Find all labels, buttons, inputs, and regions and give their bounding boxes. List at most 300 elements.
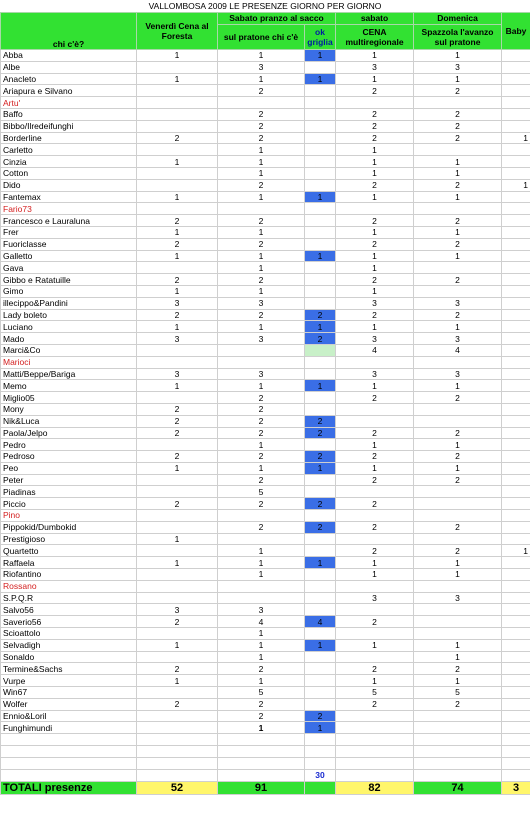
cell-domenica[interactable]: 2: [414, 545, 502, 557]
cell-ok[interactable]: [305, 734, 336, 746]
cell-sabato[interactable]: 1: [218, 380, 305, 392]
cell-venerdi[interactable]: 2: [137, 451, 218, 463]
cell-baby[interactable]: [502, 50, 530, 62]
cell-ok-griglia[interactable]: 2: [305, 309, 336, 321]
cell-domenica[interactable]: [414, 415, 502, 427]
cell-name[interactable]: Salvo56: [1, 604, 137, 616]
cell-baby[interactable]: [502, 285, 530, 297]
cell-name[interactable]: Funghimundi: [1, 722, 137, 734]
cell-ok-griglia[interactable]: 2: [305, 710, 336, 722]
cell-domenica[interactable]: 1: [414, 557, 502, 569]
cell-baby[interactable]: [502, 144, 530, 156]
cell-venerdi[interactable]: [137, 179, 218, 191]
cell-sabato[interactable]: 2: [218, 85, 305, 97]
cell-venerdi[interactable]: 1: [137, 675, 218, 687]
cell-venerdi[interactable]: [137, 722, 218, 734]
cell-domenica[interactable]: [414, 769, 502, 781]
cell-baby[interactable]: [502, 415, 530, 427]
cell-sabato[interactable]: 1: [218, 545, 305, 557]
cell-sabato[interactable]: 1: [218, 439, 305, 451]
cell-cena[interactable]: 2: [336, 132, 414, 144]
cell-domenica[interactable]: 1: [414, 651, 502, 663]
cell-venerdi[interactable]: 1: [137, 226, 218, 238]
cell-domenica[interactable]: 2: [414, 132, 502, 144]
cell-baby[interactable]: [502, 226, 530, 238]
cell-domenica[interactable]: 1: [414, 462, 502, 474]
cell-baby[interactable]: [502, 651, 530, 663]
cell-domenica[interactable]: 2: [414, 274, 502, 286]
cell-name[interactable]: Artu': [1, 97, 137, 109]
cell-sabato[interactable]: [218, 344, 305, 356]
total-cena[interactable]: 82: [336, 781, 414, 794]
cell-ok-griglia[interactable]: [305, 85, 336, 97]
cell-baby[interactable]: [502, 333, 530, 345]
cell-sabato[interactable]: 1: [218, 144, 305, 156]
cell-name[interactable]: Termine&Sachs: [1, 663, 137, 675]
cell-domenica[interactable]: 1: [414, 226, 502, 238]
cell-domenica[interactable]: 2: [414, 309, 502, 321]
cell-sabato[interactable]: 2: [218, 663, 305, 675]
cell-sabato[interactable]: 5: [218, 687, 305, 699]
cell-venerdi[interactable]: [137, 710, 218, 722]
cell-sabato[interactable]: 2: [218, 474, 305, 486]
cell-cena[interactable]: 1: [336, 73, 414, 85]
cell-cena[interactable]: 2: [336, 663, 414, 675]
cell-baby[interactable]: [502, 592, 530, 604]
cell-name[interactable]: Win67: [1, 687, 137, 699]
cell-name[interactable]: [1, 734, 137, 746]
cell-domenica[interactable]: 2: [414, 120, 502, 132]
cell-venerdi[interactable]: [137, 734, 218, 746]
cell-venerdi[interactable]: [137, 356, 218, 368]
cell-venerdi[interactable]: [137, 746, 218, 758]
cell-baby[interactable]: [502, 321, 530, 333]
header-sabato-cena-top[interactable]: sabato: [336, 13, 414, 25]
cell-venerdi[interactable]: 2: [137, 427, 218, 439]
cell-ok-griglia[interactable]: 1: [305, 722, 336, 734]
cell-domenica[interactable]: [414, 580, 502, 592]
cell-sabato[interactable]: [218, 592, 305, 604]
cell-baby[interactable]: [502, 368, 530, 380]
cell-venerdi[interactable]: [137, 569, 218, 581]
header-venerdi[interactable]: Venerdì Cena al Foresta: [137, 13, 218, 50]
cell-venerdi[interactable]: 1: [137, 380, 218, 392]
cell-ok-griglia[interactable]: [305, 156, 336, 168]
cell-cena[interactable]: 2: [336, 521, 414, 533]
cell-name[interactable]: Francesco e Lauraluna: [1, 215, 137, 227]
cell-venerdi[interactable]: 1: [137, 250, 218, 262]
cell-cena[interactable]: 2: [336, 108, 414, 120]
cell-sabato[interactable]: 2: [218, 427, 305, 439]
cell-name[interactable]: Mony: [1, 403, 137, 415]
cell-cena[interactable]: [336, 415, 414, 427]
cell-venerdi[interactable]: [137, 108, 218, 120]
cell-domenica[interactable]: 1: [414, 156, 502, 168]
cell-name[interactable]: Cinzia: [1, 156, 137, 168]
cell-sabato[interactable]: [218, 533, 305, 545]
cell-name[interactable]: Raffaela: [1, 557, 137, 569]
cell-cena[interactable]: 2: [336, 215, 414, 227]
cell-domenica[interactable]: 2: [414, 663, 502, 675]
cell-domenica[interactable]: [414, 616, 502, 628]
header-ok-griglia[interactable]: ok griglia: [305, 24, 336, 49]
cell-name[interactable]: Miglio05: [1, 392, 137, 404]
cell-sabato[interactable]: 2: [218, 215, 305, 227]
cell-sabato[interactable]: [218, 757, 305, 769]
cell-name[interactable]: Baffo: [1, 108, 137, 120]
cell-domenica[interactable]: 3: [414, 61, 502, 73]
cell-sabato[interactable]: 1: [218, 722, 305, 734]
cell-name[interactable]: Pino: [1, 510, 137, 522]
cell-sabato[interactable]: 3: [218, 368, 305, 380]
cell-baby[interactable]: [502, 746, 530, 758]
cell-name[interactable]: Luciano: [1, 321, 137, 333]
cell-name[interactable]: Frer: [1, 226, 137, 238]
cell-ok[interactable]: [305, 746, 336, 758]
cell-name[interactable]: Pippokid/Dumbokid: [1, 521, 137, 533]
header-domenica-top[interactable]: Domenica: [414, 13, 502, 25]
cell-cena[interactable]: 2: [336, 120, 414, 132]
total-baby[interactable]: 3: [502, 781, 530, 794]
cell-venerdi[interactable]: [137, 262, 218, 274]
cell-cena[interactable]: 1: [336, 569, 414, 581]
cell-venerdi[interactable]: [137, 85, 218, 97]
cell-sabato[interactable]: 1: [218, 569, 305, 581]
cell-baby[interactable]: 1: [502, 179, 530, 191]
cell-cena[interactable]: [336, 604, 414, 616]
cell-name[interactable]: Cotton: [1, 167, 137, 179]
cell-venerdi[interactable]: 2: [137, 132, 218, 144]
cell-domenica[interactable]: 1: [414, 675, 502, 687]
cell-cena[interactable]: 3: [336, 61, 414, 73]
cell-domenica[interactable]: 3: [414, 368, 502, 380]
cell-sabato[interactable]: [218, 203, 305, 215]
cell-sabato[interactable]: 2: [218, 120, 305, 132]
cell-cena[interactable]: 2: [336, 85, 414, 97]
cell-sabato[interactable]: 1: [218, 557, 305, 569]
cell-ok-griglia[interactable]: 2: [305, 521, 336, 533]
cell-venerdi[interactable]: 1: [137, 533, 218, 545]
cell-domenica[interactable]: 1: [414, 639, 502, 651]
cell-baby[interactable]: [502, 687, 530, 699]
cell-baby[interactable]: [502, 380, 530, 392]
cell-baby[interactable]: [502, 710, 530, 722]
cell-domenica[interactable]: 1: [414, 50, 502, 62]
cell-name[interactable]: illecippo&Pandini: [1, 297, 137, 309]
cell-domenica[interactable]: [414, 734, 502, 746]
cell-cena[interactable]: [336, 746, 414, 758]
cell-name[interactable]: [1, 746, 137, 758]
cell-cena[interactable]: 1: [336, 226, 414, 238]
cell-sabato[interactable]: 1: [218, 167, 305, 179]
cell-baby[interactable]: [502, 486, 530, 498]
cell-domenica[interactable]: 3: [414, 333, 502, 345]
cell-ok-griglia[interactable]: 1: [305, 557, 336, 569]
cell-domenica[interactable]: 2: [414, 215, 502, 227]
cell-baby[interactable]: [502, 238, 530, 250]
cell-name[interactable]: Quartetto: [1, 545, 137, 557]
cell-baby[interactable]: [502, 215, 530, 227]
cell-baby[interactable]: [502, 769, 530, 781]
cell-ok-griglia[interactable]: [305, 61, 336, 73]
cell-sabato[interactable]: [218, 580, 305, 592]
cell-domenica[interactable]: 1: [414, 569, 502, 581]
cell-name[interactable]: Sonaldo: [1, 651, 137, 663]
cell-baby[interactable]: [502, 61, 530, 73]
cell-name[interactable]: Memo: [1, 380, 137, 392]
cell-ok-griglia[interactable]: [305, 108, 336, 120]
cell-domenica[interactable]: [414, 285, 502, 297]
cell-sabato[interactable]: 2: [218, 498, 305, 510]
cell-name[interactable]: Piadinas: [1, 486, 137, 498]
totals-label[interactable]: TOTALI presenze: [1, 781, 137, 794]
cell-venerdi[interactable]: [137, 628, 218, 640]
cell-ok-griglia[interactable]: 1: [305, 380, 336, 392]
cell-venerdi[interactable]: 2: [137, 215, 218, 227]
cell-domenica[interactable]: [414, 722, 502, 734]
cell-name[interactable]: Selvadigh: [1, 639, 137, 651]
cell-sabato[interactable]: 1: [218, 250, 305, 262]
cell-name[interactable]: [1, 757, 137, 769]
cell-cena[interactable]: 5: [336, 687, 414, 699]
cell-name[interactable]: Wolfer: [1, 698, 137, 710]
cell-baby[interactable]: [502, 344, 530, 356]
cell-name[interactable]: Borderline: [1, 132, 137, 144]
cell-sabato[interactable]: 2: [218, 274, 305, 286]
cell-venerdi[interactable]: 1: [137, 191, 218, 203]
cell-ok-griglia[interactable]: [305, 651, 336, 663]
cell-domenica[interactable]: 2: [414, 474, 502, 486]
cell-cena[interactable]: 1: [336, 262, 414, 274]
cell-name[interactable]: Marci&Co: [1, 344, 137, 356]
cell-cena[interactable]: [336, 628, 414, 640]
cell-ok-griglia[interactable]: [305, 675, 336, 687]
cell-sabato[interactable]: 3: [218, 333, 305, 345]
cell-domenica[interactable]: 3: [414, 592, 502, 604]
cell-baby[interactable]: [502, 73, 530, 85]
cell-sabato[interactable]: 4: [218, 616, 305, 628]
cell-domenica[interactable]: 1: [414, 167, 502, 179]
cell-cena[interactable]: [336, 533, 414, 545]
cell-name[interactable]: Mado: [1, 333, 137, 345]
cell-ok[interactable]: [305, 580, 336, 592]
cell-sabato[interactable]: 1: [218, 73, 305, 85]
cell-domenica[interactable]: 2: [414, 238, 502, 250]
cell-baby[interactable]: [502, 757, 530, 769]
cell-venerdi[interactable]: [137, 651, 218, 663]
cell-baby[interactable]: [502, 250, 530, 262]
cell-name[interactable]: Pedroso: [1, 451, 137, 463]
cell-venerdi[interactable]: 2: [137, 698, 218, 710]
cell-baby[interactable]: [502, 663, 530, 675]
cell-baby[interactable]: [502, 262, 530, 274]
cell-ok-griglia[interactable]: 2: [305, 415, 336, 427]
cell-name[interactable]: Ennio&Loril: [1, 710, 137, 722]
cell-cena[interactable]: [336, 510, 414, 522]
cell-cena[interactable]: 1: [336, 557, 414, 569]
cell-venerdi[interactable]: [137, 521, 218, 533]
cell-venerdi[interactable]: 2: [137, 415, 218, 427]
cell-ok-griglia[interactable]: [305, 238, 336, 250]
cell-cena[interactable]: [336, 97, 414, 109]
cell-sabato[interactable]: 1: [218, 628, 305, 640]
cell-ok-griglia[interactable]: 1: [305, 250, 336, 262]
cell-domenica[interactable]: 2: [414, 698, 502, 710]
cell-domenica[interactable]: 1: [414, 380, 502, 392]
cell-ok-griglia[interactable]: [305, 144, 336, 156]
cell-venerdi[interactable]: [137, 97, 218, 109]
cell-sabato[interactable]: 3: [218, 604, 305, 616]
cell-ok[interactable]: [305, 97, 336, 109]
cell-cena[interactable]: 3: [336, 333, 414, 345]
cell-ok-griglia[interactable]: 1: [305, 639, 336, 651]
cell-cena[interactable]: [336, 580, 414, 592]
cell-sabato[interactable]: [218, 356, 305, 368]
cell-baby[interactable]: [502, 675, 530, 687]
cell-venerdi[interactable]: [137, 203, 218, 215]
cell-domenica[interactable]: [414, 403, 502, 415]
cell-sabato[interactable]: 1: [218, 285, 305, 297]
cell-sabato[interactable]: [218, 769, 305, 781]
cell-cena[interactable]: 1: [336, 639, 414, 651]
cell-domenica[interactable]: 5: [414, 687, 502, 699]
cell-venerdi[interactable]: [137, 167, 218, 179]
cell-name[interactable]: Piccio: [1, 498, 137, 510]
cell-ok-griglia[interactable]: [305, 569, 336, 581]
cell-cena[interactable]: 1: [336, 321, 414, 333]
cell-baby[interactable]: [502, 439, 530, 451]
cell-sabato[interactable]: 1: [218, 191, 305, 203]
cell-venerdi[interactable]: 3: [137, 333, 218, 345]
cell-cena[interactable]: 4: [336, 344, 414, 356]
cell-baby[interactable]: [502, 167, 530, 179]
cell-cena[interactable]: [336, 722, 414, 734]
cell-ok-griglia[interactable]: [305, 215, 336, 227]
cell-cena[interactable]: 1: [336, 285, 414, 297]
cell-name[interactable]: Galletto: [1, 250, 137, 262]
cell-sabato[interactable]: 5: [218, 486, 305, 498]
cell-sabato[interactable]: 1: [218, 50, 305, 62]
cell-ok[interactable]: [305, 203, 336, 215]
ok-total-value[interactable]: 30: [305, 769, 336, 781]
cell-domenica[interactable]: 1: [414, 250, 502, 262]
cell-venerdi[interactable]: [137, 61, 218, 73]
header-domenica-sub[interactable]: Spazzola l'avanzo sul pratone: [414, 24, 502, 49]
cell-ok-griglia[interactable]: 1: [305, 462, 336, 474]
cell-ok-griglia[interactable]: 1: [305, 191, 336, 203]
cell-venerdi[interactable]: [137, 486, 218, 498]
cell-domenica[interactable]: 2: [414, 85, 502, 97]
cell-name[interactable]: Matti/Beppe/Bariga: [1, 368, 137, 380]
cell-sabato[interactable]: [218, 97, 305, 109]
cell-sabato[interactable]: 2: [218, 309, 305, 321]
cell-domenica[interactable]: 2: [414, 451, 502, 463]
cell-baby[interactable]: [502, 698, 530, 710]
cell-ok-griglia[interactable]: 1: [305, 321, 336, 333]
cell-cena[interactable]: 1: [336, 250, 414, 262]
cell-domenica[interactable]: [414, 510, 502, 522]
cell-baby[interactable]: [502, 533, 530, 545]
cell-baby[interactable]: [502, 120, 530, 132]
cell-sabato[interactable]: 1: [218, 156, 305, 168]
cell-venerdi[interactable]: 1: [137, 73, 218, 85]
cell-ok[interactable]: [305, 356, 336, 368]
cell-baby[interactable]: 1: [502, 132, 530, 144]
cell-domenica[interactable]: [414, 144, 502, 156]
cell-ok-griglia[interactable]: [305, 687, 336, 699]
cell-venerdi[interactable]: 2: [137, 309, 218, 321]
cell-ok[interactable]: [305, 757, 336, 769]
cell-ok-griglia[interactable]: [305, 262, 336, 274]
cell-name[interactable]: Fantemax: [1, 191, 137, 203]
cell-name[interactable]: Riofantino: [1, 569, 137, 581]
cell-venerdi[interactable]: 2: [137, 403, 218, 415]
cell-name[interactable]: Prestigioso: [1, 533, 137, 545]
cell-name[interactable]: Dido: [1, 179, 137, 191]
cell-domenica[interactable]: [414, 533, 502, 545]
cell-domenica[interactable]: 2: [414, 108, 502, 120]
cell-ok-griglia[interactable]: [305, 285, 336, 297]
cell-name[interactable]: Paola/Jelpo: [1, 427, 137, 439]
cell-venerdi[interactable]: 2: [137, 274, 218, 286]
cell-ok-griglia[interactable]: 2: [305, 427, 336, 439]
cell-name[interactable]: Fario73: [1, 203, 137, 215]
cell-ok-griglia[interactable]: [305, 604, 336, 616]
cell-domenica[interactable]: 2: [414, 427, 502, 439]
cell-sabato[interactable]: 2: [218, 451, 305, 463]
cell-baby[interactable]: [502, 580, 530, 592]
cell-venerdi[interactable]: [137, 580, 218, 592]
cell-name[interactable]: Abba: [1, 50, 137, 62]
cell-ok-griglia[interactable]: [305, 486, 336, 498]
cell-cena[interactable]: 2: [336, 498, 414, 510]
cell-baby[interactable]: [502, 191, 530, 203]
cell-ok-griglia[interactable]: [305, 474, 336, 486]
cell-cena[interactable]: 3: [336, 368, 414, 380]
cell-domenica[interactable]: [414, 262, 502, 274]
cell-baby[interactable]: [502, 569, 530, 581]
cell-name[interactable]: Carletto: [1, 144, 137, 156]
cell-cena[interactable]: [336, 769, 414, 781]
cell-domenica[interactable]: 2: [414, 521, 502, 533]
cell-baby[interactable]: [502, 498, 530, 510]
cell-baby[interactable]: [502, 309, 530, 321]
cell-baby[interactable]: [502, 628, 530, 640]
cell-sabato[interactable]: 1: [218, 262, 305, 274]
cell-ok-griglia[interactable]: [305, 274, 336, 286]
cell-ok-griglia[interactable]: 2: [305, 333, 336, 345]
cell-sabato[interactable]: [218, 734, 305, 746]
cell-ok-griglia[interactable]: 2: [305, 451, 336, 463]
cell-baby[interactable]: 1: [502, 545, 530, 557]
cell-ok-griglia[interactable]: [305, 167, 336, 179]
cell-cena[interactable]: 2: [336, 309, 414, 321]
cell-venerdi[interactable]: [137, 769, 218, 781]
cell-domenica[interactable]: [414, 757, 502, 769]
cell-domenica[interactable]: [414, 746, 502, 758]
cell-sabato[interactable]: 2: [218, 415, 305, 427]
cell-name[interactable]: Vurpe: [1, 675, 137, 687]
cell-cena[interactable]: 2: [336, 179, 414, 191]
cell-ok-griglia[interactable]: [305, 698, 336, 710]
cell-ok-griglia[interactable]: [305, 663, 336, 675]
cell-ok-griglia[interactable]: 1: [305, 73, 336, 85]
cell-cena[interactable]: 3: [336, 592, 414, 604]
cell-name[interactable]: Ariapura e Silvano: [1, 85, 137, 97]
cell-ok-griglia[interactable]: [305, 392, 336, 404]
cell-name[interactable]: Peter: [1, 474, 137, 486]
cell-sabato[interactable]: 2: [218, 108, 305, 120]
